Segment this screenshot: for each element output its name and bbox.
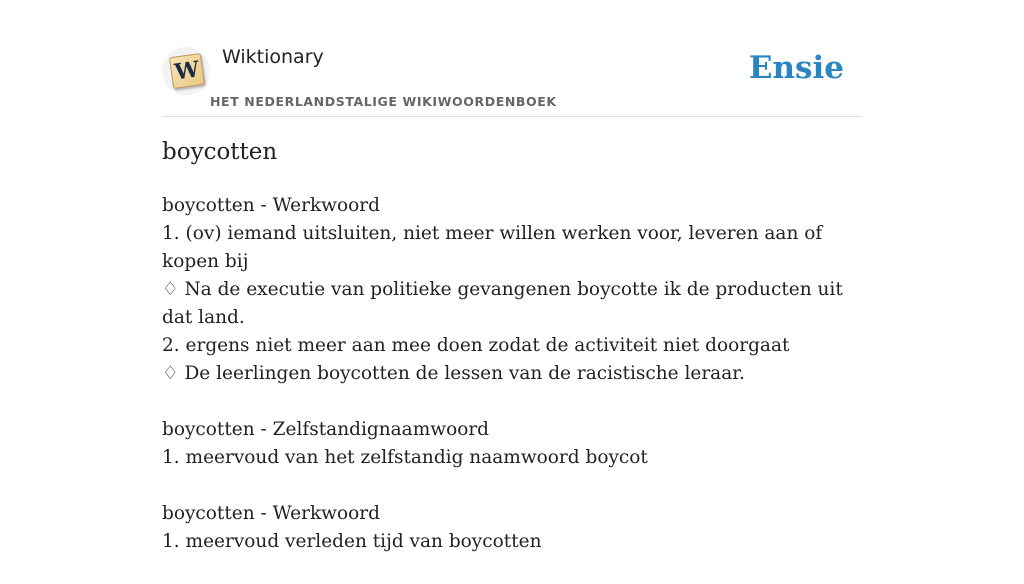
definition-content	[162, 192, 862, 584]
definition-line: 1. meervoud van het zelfstandig naamwoord boycot	[162, 447, 648, 468]
site-name[interactable]: Wiktionary	[222, 46, 324, 68]
entry-heading: boycotten - Werkwoord	[162, 503, 380, 524]
entry-heading: boycotten - Zelfstandignaamwoord	[162, 419, 490, 440]
example-line: ♢ Na de executie van politieke gevangenen boycotte ik de producten uit dat land.	[162, 279, 843, 328]
example-line: ♢ De leerlingen boycotten de lessen van de racistische leraar.	[162, 363, 745, 384]
site-tagline: HET NEDERLANDSTALIGE WIKIWOORDENBOEK	[210, 94, 557, 109]
entry-heading: boycotten - Werkwoord	[162, 195, 380, 216]
page	[162, 0, 862, 552]
entry	[162, 192, 862, 388]
page-title: boycotten	[162, 139, 278, 165]
entry	[162, 416, 862, 472]
header	[162, 0, 862, 117]
definition-line: 1. (ov) iemand uitsluiten, niet meer willen werken voor, leveren aan of kopen bij	[162, 223, 823, 272]
wiktionary-logo-icon[interactable]	[162, 47, 210, 95]
definition-line: 1. meervoud verleden tijd van boycotten	[162, 531, 542, 552]
ensie-brand-logo[interactable]: Ensie	[748, 50, 844, 86]
entry	[162, 500, 862, 556]
logo-tile: W	[169, 53, 205, 89]
definition-line: 2. ergens niet meer aan mee doen zodat de activiteit niet doorgaat	[162, 335, 790, 356]
